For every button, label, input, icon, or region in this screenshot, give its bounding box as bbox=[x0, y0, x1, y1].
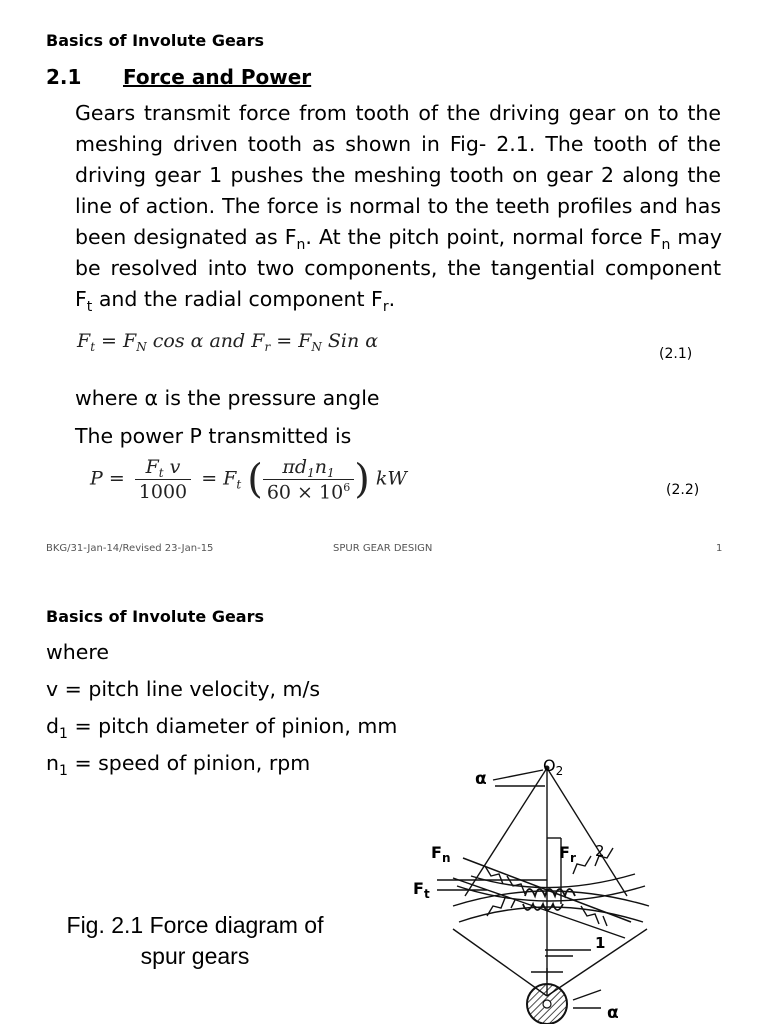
fraction-velocity: $\frac{\pi d_1n_1}{60 \times 10^6}$ bbox=[263, 456, 354, 503]
paragraph-line: Gears transmit force from tooth of the driving gear on to the bbox=[75, 101, 721, 125]
fraction-power: $\frac{F_t v}{1000}$ bbox=[135, 456, 191, 503]
slide-header: Basics of Involute Gears bbox=[46, 31, 265, 50]
gear-2-label: 2 bbox=[595, 842, 605, 860]
paragraph-line: $F_t$ and the radial component $F_r$. bbox=[75, 287, 396, 315]
where-label: where bbox=[46, 640, 109, 664]
gear-1-label: 1 bbox=[595, 934, 606, 952]
paragraph bbox=[75, 98, 721, 315]
definition-speed: $n_1$ = speed of pinion, rpm bbox=[46, 751, 311, 779]
equation-power: P = $\frac{F_t v}{1000}$ = $F_t$ ( $\frac{\pi d_1n_1}{60 \times 10^6}$ ) kW bbox=[90, 456, 407, 504]
fn-label: $F_n$ bbox=[431, 843, 451, 865]
fr-label: $F_r$ bbox=[559, 843, 576, 865]
paragraph-line: driving gear 1 pushes the meshing tooth on gear 2 along the bbox=[75, 163, 721, 187]
equation-number: (2.1) bbox=[659, 346, 693, 362]
paragraph-line: line of action. The force is normal to the teeth profiles and has bbox=[75, 194, 721, 218]
figure-caption: Fig. 2.1 Force diagram of spur gears bbox=[66, 912, 324, 969]
power-line: The power P transmitted is bbox=[75, 424, 352, 448]
footer-page-number: 1 bbox=[716, 543, 723, 554]
slide-header: Basics of Involute Gears bbox=[46, 607, 265, 626]
where-line: where α is the pressure angle bbox=[75, 386, 380, 410]
footer-center: SPUR GEAR DESIGN bbox=[333, 543, 433, 554]
footer-left: BKG/31-Jan-14/Revised 23-Jan-15 bbox=[46, 543, 214, 554]
paragraph-line: been designated as $F_n$. At the pitch point, normal force $F_n$ may bbox=[75, 225, 723, 253]
alpha-label-top: α bbox=[475, 769, 487, 789]
equation-force-components: $F_t = F_N$ cos α and $F_r = F_N$ Sin α bbox=[77, 330, 379, 354]
section-title: Force and Power bbox=[123, 65, 312, 89]
section-number: 2.1 bbox=[46, 65, 82, 89]
definition-pitch-diameter: $d_1$ = pitch diameter of pinion, mm bbox=[46, 714, 398, 742]
gear-force-diagram bbox=[395, 746, 675, 1024]
ft-label: $F_t$ bbox=[413, 879, 430, 901]
slide-2 bbox=[0, 576, 768, 1024]
paragraph-line: be resolved into two components, the tangential component bbox=[75, 256, 721, 280]
definition-velocity: v = pitch line velocity, m/s bbox=[46, 677, 321, 701]
alpha-label-bottom: α bbox=[607, 1003, 619, 1023]
o2-label: $O_2$ bbox=[543, 756, 564, 778]
equation-number: (2.2) bbox=[666, 482, 700, 498]
paragraph-line: meshing driven tooth as shown in Fig- 2.1. The tooth of the bbox=[75, 132, 721, 156]
